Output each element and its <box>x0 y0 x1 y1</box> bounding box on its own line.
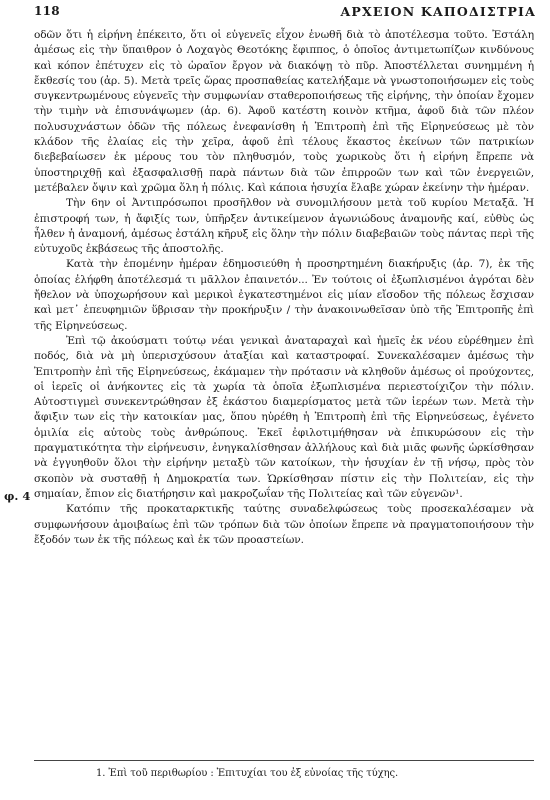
body-text <box>34 28 534 548</box>
page-header <box>34 4 536 24</box>
margin-folio-note: φ. 4 <box>4 489 31 503</box>
running-title: ΑΡΧΕΙΟΝ ΚΑΠΟΔΙΣΤΡΙΑ <box>340 4 536 19</box>
paragraph: Κατόπιν τῆς προκαταρκτικῆς ταύτης συναδελφώσεως τοὺς προσεκαλέσαμεν νὰ συμφωνήσουν ἀμοιβαίως ἐπὶ τῶν τρόπων διὰ τῶν ὁποίων ἔπρεπε νὰ πραγματοποιήσουν τὴν ἔξοδόν των ἐκ τῆς πόλεως καὶ ἐκ τῶν προαστείων. <box>34 503 534 546</box>
paragraph: οδῶν ὅτι ἡ εἰρήνη ἐπέκειτο, ὅτι οἱ εὐγενεῖς εἶχον ἑνωθῆ διὰ τὸ ἀποτέλεσμα τοῦτο. Ἐστάλη ἀμέσως εἰς τὴν ὕπαιθρον ὁ Λοχαγὸς Θεοτόκης ἔφιππος, ὁ ὁποῖος ἀντιμετωπίζων κινδύνους καὶ κόπον ἐπέτυχεν εἰς τὸ ὡραῖον ἔργον νὰ διακόψῃ τὸ πῦρ. Ἀποστέλλεται συνημμένη ἡ ἔκθεσίς του (ἀρ. 5). Μετὰ τρεῖς ὥρας προσπαθείας κατελήξαμε νὰ γνωστοποιήσωμεν εἰς τοὺς συγκεντρωμένους εὐγενεῖς τὴν συμφωνίαν σταθεροποιήσεως τῆς εἰρήνης, τὴν ὁποίαν ἔχομεν τὴν τιμὴν νὰ ἐπισυνάψωμεν (ἀρ. 6). Ἀφοῦ κατέστη κοινὸν κτῆμα, ἀφοῦ διὰ τῶν πλέον πολυσυχνάστων ὁδῶν τῆς πόλεως ἐνεφανίσθη ἡ Ἐπιτροπὴ ἐπὶ τῆς Εἰρηνεύσεως μὲ τὸν κλάδον τῆς ἐλαίας εἰς τὴν χεῖρα, ἀφοῦ ἐπὶ τέλους ἕκαστος ἐκείνων τῶν πατρικίων διεβεβαίωσεν ἐκ μέρους του τὸν πληθυσμόν, τοὺς χωρικοὺς ὅτι ἡ εἰρήνη ἔπρεπε νὰ ὑποστηριχθῇ καὶ ἐξασφαλισθῇ παρὰ πάντων διὰ τῶν ἐπιρροῶν των καὶ τῶν ἐνεργειῶν, μετέβαλεν ὄψιν καὶ χρῶμα ὅλη ἡ πόλις. Καὶ κάποια ἡσυχία ἔλαβε χώραν ἐκείνην τὴν ἡμέραν. <box>34 29 534 194</box>
footnote: 1. Ἐπὶ τοῦ περιθωρίου : Ἐπιτυχίαι του ἐξ εὐνοίας τῆς τύχης. <box>96 768 399 779</box>
paragraph: Ἐπὶ τῷ ἀκούσματι τούτῳ νέαι γενικαὶ ἀναταραχαὶ καὶ ἡμεῖς ἐκ νέου εὑρέθημεν ἐπὶ ποδός, διὰ νὰ μὴ ὑπερισχύσουν ἀταξίαι καὶ καταστροφαί. Συνεκαλέσαμεν ἀμέσως τὴν Ἐπιτροπὴν ἐπὶ τῆς Εἰρηνεύσεως, ἐκάμαμεν τὴν πρότασιν νὰ κληθοῦν ἀμέσως οἱ προύχοντες, οἱ ἱερεῖς οἱ ἀνήκοντες εἰς τὰ χωρία τὰ ὁποῖα ἐξωπλισμένα περιεστοίχιζον τὴν πόλιν. Αὐτοστιγμεὶ συνεκεντρώθησαν ἐξ ἑκάστου διαμερίσματος μετὰ τῶν ἱερέων των. Μετὰ τὴν ἄφιξιν των εἰς τὴν κατοικίαν μας, ὅπου ηὑρέθη ἡ Ἐπιτροπὴ ἐπὶ τῆς Εἰρηνεύσεως, ἐγένετο ὁμιλία εἰς αὐτοὺς τοὺς ἀνθρώπους. Ἐκεῖ ἐφιλοτιμήθησαν νὰ ἐπικυρώσουν εἰς τὴν πραγματικότητα τὴν εἰρήνευσιν, ἐνηγκαλίσθησαν ἀλλήλους καὶ διὰ μιᾶς φωνῆς ὡρκίσθησαν νὰ ἐγγυηθοῦν ὅλοι τὴν εἰρήνην μεταξὺ τῶν κατοίκων, τὴν ἡσυχίαν ἐν τῇ νήσῳ, πρὸς τὸν σκοπὸν νὰ συσταθῇ ἡ Δημοκρατία των. Ὡρκίσθησαν πίστιν εἰς τὴν Πολιτείαν, εἰς τὴν σημαίαν, ἔπιον εἰς διατήρησιν καὶ μακροζωΐαν τῆς Πολιτείας καὶ τῶν εὐγενῶν¹. <box>34 334 534 500</box>
paragraph: Κατὰ τὴν ἐπομένην ἡμέραν ἐδημοσιεύθη ἡ προσηρτημένη διακήρυξις (ἀρ. 7), ἐκ τῆς ὁποίας ἐλήφθη ἀποτέλεσμά τι μᾶλλον ἐπαινετόν... Ἐν τούτοις οἱ ἐξωπλισμένοι ἀγρόται δὲν ἤθελον νὰ ὑποχωρήσουν καὶ μερικοὶ ἐγκατεστημένοι εἰς μίαν εἴσοδον τῆς πόλεως ἔσχισαν καὶ μετ᾽ ἐπευφημιῶν ὕβρισαν τὴν προκήρυξιν / τὴν ἀνακοινωθεῖσαν ὑπὸ τῆς Ἐπιτροπῆς ἐπὶ τῆς Εἰρηνεύσεως. <box>34 258 534 332</box>
page-number: 118 <box>34 4 60 18</box>
footnote-divider <box>34 760 534 761</box>
paragraph: Τὴν 6ην οἱ Ἀντιπρόσωποι προσῆλθον νὰ συνομιλήσουν μετὰ τοῦ κυρίου Μεταξᾶ. Ἡ ἐπιστροφή των, ἡ ἄφιξίς των, ὑπῆρξεν ἀντικείμενον ἀγωνιώδους ἀναμονῆς καί, εὐθὺς ὡς ἦλθεν ἡ ἀναμονή, ἀμέσως ἐστάλη κῆρυξ εἰς ὅλην τὴν πόλιν διαβεβαιῶν τοὺς πάντας περὶ τῆς εὐτυχοῦς ἐκβάσεως τῆς ἀποστολῆς. <box>34 197 534 256</box>
